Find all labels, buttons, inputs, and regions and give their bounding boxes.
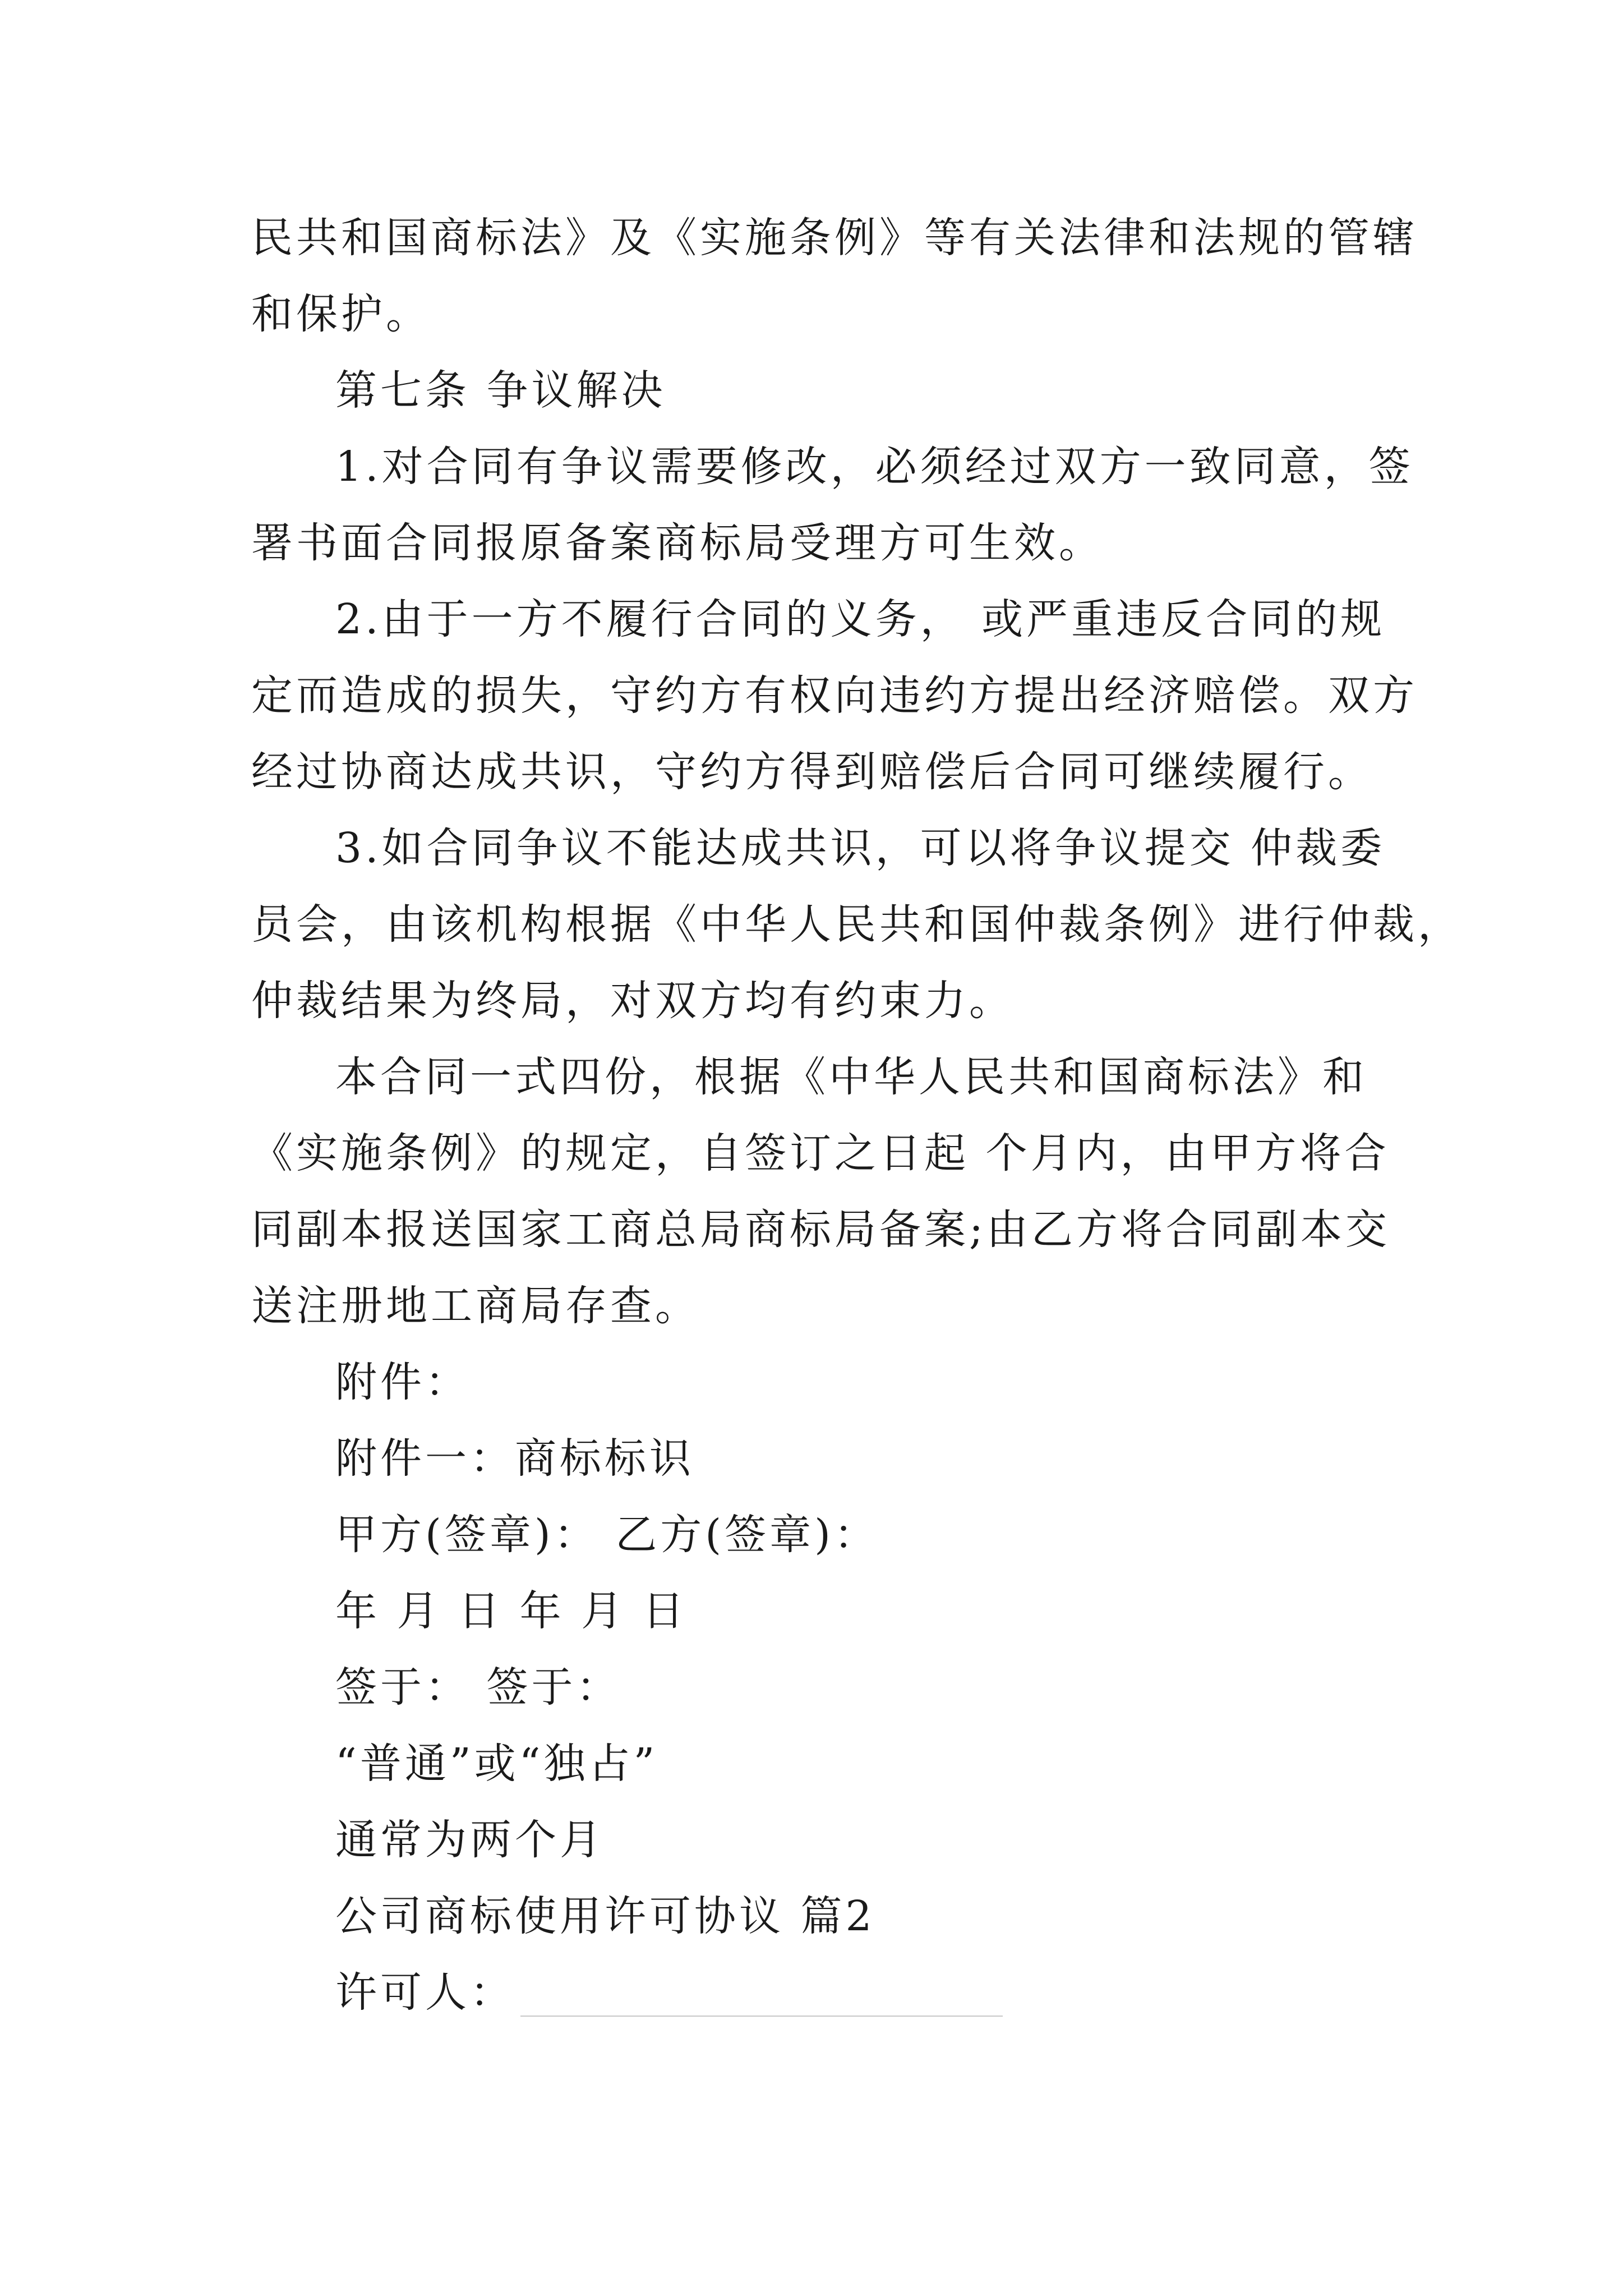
clause-line: 仲裁结果为终局，对双方均有约束力。 bbox=[251, 977, 1014, 1025]
note-line: 通常为两个月 bbox=[335, 1816, 605, 1864]
article-heading: 第七条 争议解决 bbox=[335, 366, 666, 415]
date-line: 年 月 日 年 月 日 bbox=[335, 1587, 688, 1635]
paragraph-line: 和保护。 bbox=[251, 290, 431, 338]
paragraph-line: 民共和国商标法》及《实施条例》等有关法律和法规的管辖 bbox=[251, 214, 1418, 262]
clause-line: 3.如合同争议不能达成共识，可以将争议提交 仲裁委 bbox=[335, 824, 1386, 872]
paragraph-line: 《实施条例》的规定，自签订之日起 个月内，由甲方将合 bbox=[251, 1129, 1390, 1177]
clause-line: 署书面合同报原备案商标局受理方可生效。 bbox=[251, 519, 1104, 567]
clause-line: 经过协商达成共识，守约方得到赔偿后合同可继续履行。 bbox=[251, 748, 1373, 796]
attachment-label: 附件： bbox=[335, 1358, 470, 1406]
clause-line: 1.对合同有争议需要修改，必须经过双方一致同意，签 bbox=[335, 443, 1414, 491]
paragraph-line: 同副本报送国家工商总局商标局备案;由乙方将合同副本交 bbox=[251, 1205, 1390, 1254]
clause-line: 员会，由该机构根据《中华人民共和国仲裁条例》进行仲裁， bbox=[251, 900, 1463, 949]
clause-line: 2.由于一方不履行合同的义务， 或严重违反合同的规 bbox=[335, 595, 1386, 643]
note-line: “普通”或“独占” bbox=[335, 1740, 658, 1788]
licensor-label: 许可人： bbox=[335, 1968, 515, 2017]
paragraph-line: 送注册地工商局存查。 bbox=[251, 1282, 700, 1330]
signature-line: 甲方(签章)： 乙方(签章)： bbox=[335, 1511, 879, 1559]
licensor-blank-underline bbox=[520, 2016, 1003, 2017]
paragraph-line: 本合同一式四份，根据《中华人民共和国商标法》和 bbox=[335, 1053, 1367, 1101]
signed-at-line: 签于： 签于： bbox=[335, 1663, 621, 1711]
attachment-item: 附件一：商标标识 bbox=[335, 1434, 694, 1483]
section-title: 公司商标使用许可协议 篇2 bbox=[335, 1892, 875, 1940]
licensor-line bbox=[335, 1967, 1003, 2018]
clause-line: 定而造成的损失，守约方有权向违约方提出经济赔偿。双方 bbox=[251, 671, 1418, 720]
